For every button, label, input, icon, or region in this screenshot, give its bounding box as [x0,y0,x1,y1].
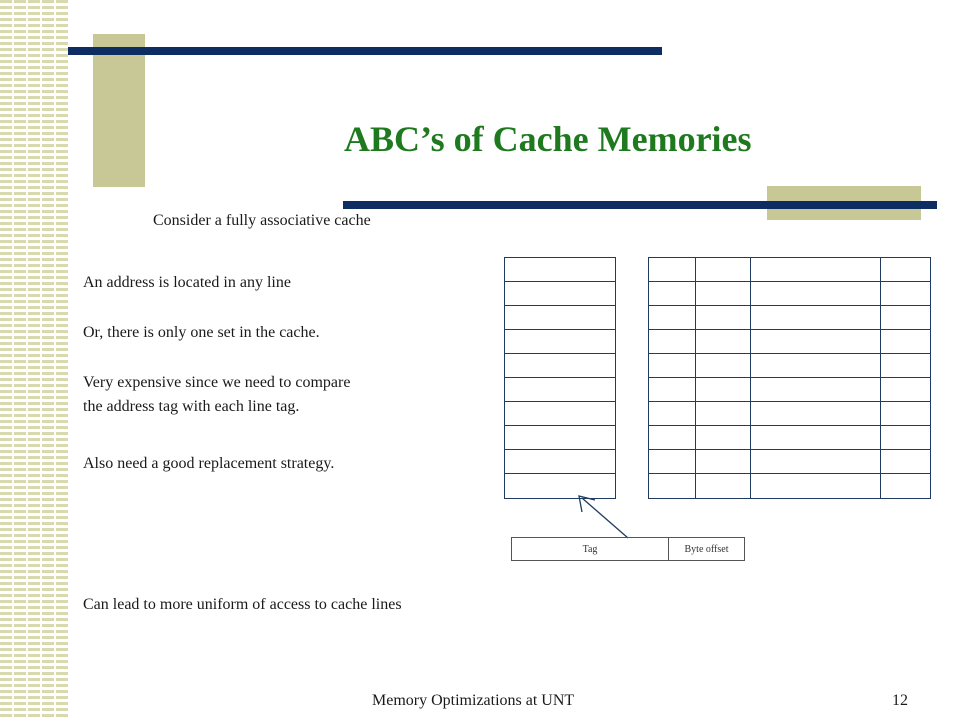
grid-cell [505,378,613,401]
grid-cell [751,330,881,353]
grid-cell [649,330,696,353]
tag-array-line [505,426,615,450]
grid-cell [649,450,696,473]
grid-cell [751,378,881,401]
grid-cell [505,330,613,353]
grid-cell [696,426,751,449]
grid-cell [696,402,751,425]
grid-cell [696,378,751,401]
tag-array-line [505,306,615,330]
grid-cell [881,330,928,353]
data-array-line [649,354,930,378]
grid-cell [649,282,696,305]
grid-cell [751,258,881,281]
data-array-line [649,282,930,306]
grid-cell [881,258,928,281]
grid-cell [751,450,881,473]
grid-cell [649,426,696,449]
grid-cell [505,426,613,449]
grid-cell [505,306,613,329]
grid-cell [881,426,928,449]
grid-cell [751,402,881,425]
grid-cell [649,378,696,401]
grid-cell [881,402,928,425]
data-array-line [649,426,930,450]
tag-array-line [505,354,615,378]
tag-array-line [505,378,615,402]
decorative-stripes [0,0,68,720]
data-array-grid [648,257,931,499]
grid-cell [696,450,751,473]
grid-cell [696,474,751,498]
grid-cell [649,306,696,329]
grid-cell [751,282,881,305]
grid-cell [696,258,751,281]
data-array-line [649,450,930,474]
bullet-text: the address tag with each line tag. [83,398,300,415]
grid-cell [696,306,751,329]
decorative-bar [343,201,937,209]
grid-cell [751,426,881,449]
data-array-line [649,474,930,498]
grid-cell [696,282,751,305]
grid-cell [751,306,881,329]
grid-cell [751,354,881,377]
grid-cell [505,402,613,425]
bullet-text: Or, there is only one set in the cache. [83,324,320,341]
grid-cell [505,354,613,377]
grid-cell [505,282,613,305]
data-array-line [649,402,930,426]
grid-cell [881,474,928,498]
grid-cell [649,402,696,425]
tag-array-line [505,450,615,474]
address-tag-field: Tag [512,538,669,560]
bullet-text: Also need a good replacement strategy. [83,455,335,472]
grid-cell [649,474,696,498]
grid-cell [881,450,928,473]
grid-cell [881,282,928,305]
grid-cell [696,354,751,377]
tag-array-grid [504,257,616,499]
pointer-arrow [570,490,640,542]
decorative-bar [68,47,662,55]
slide-subtitle: Consider a fully associative cache [153,212,371,229]
address-offset-field: Byte offset [684,543,729,555]
grid-cell [751,474,881,498]
grid-cell [881,306,928,329]
tag-array-line [505,282,615,306]
grid-cell [505,258,613,281]
data-array-line [649,306,930,330]
grid-cell [649,354,696,377]
slide-title: ABC’s of Cache Memories [344,119,752,159]
conclusion-text: Can lead to more uniform of access to cache lines [83,596,402,613]
data-array-line [649,378,930,402]
tag-array-line [505,330,615,354]
grid-cell [881,378,928,401]
address-format-box [511,537,745,561]
data-array-line [649,258,930,282]
tag-array-line [505,258,615,282]
grid-cell [881,354,928,377]
bullet-text: Very expensive since we need to compare [83,374,351,391]
page-number: 12 [892,692,908,709]
grid-cell [505,450,613,473]
grid-cell [696,330,751,353]
data-array-line [649,330,930,354]
tag-array-line [505,402,615,426]
grid-cell [649,258,696,281]
footer-caption: Memory Optimizations at UNT [372,692,575,709]
bullet-text: An address is located in any line [83,274,291,291]
decorative-block [93,34,145,187]
